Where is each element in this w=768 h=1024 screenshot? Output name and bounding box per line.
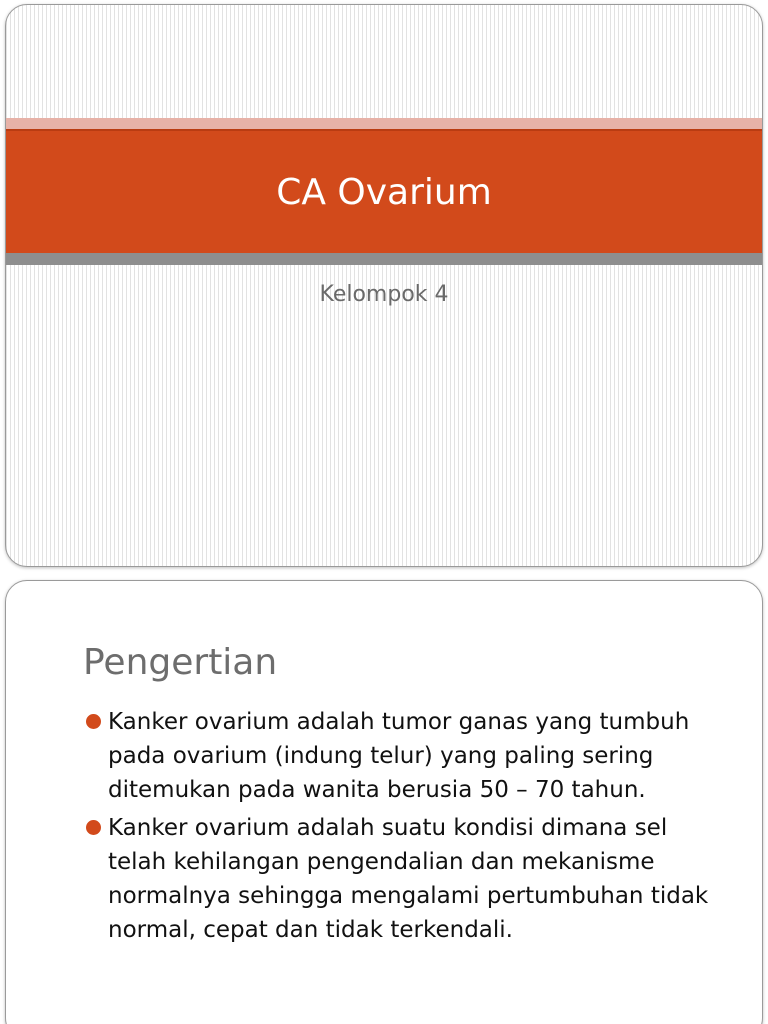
slide-subtitle: Kelompok 4	[319, 282, 449, 307]
content-heading: Pengertian	[83, 642, 278, 683]
title-bottom-stripe	[6, 253, 762, 265]
bullet-item	[86, 705, 726, 807]
content-slide[interactable]	[5, 580, 763, 1024]
slide-title: CA Ovarium	[276, 172, 492, 213]
bullet-dot-icon	[86, 820, 101, 835]
bullet-dot-icon	[86, 714, 101, 729]
title-slide[interactable]	[5, 4, 763, 567]
title-accent-stripe	[6, 118, 762, 129]
bullet-list	[86, 705, 726, 951]
title-band	[6, 129, 762, 253]
bullet-item	[86, 811, 726, 947]
bullet-text: Kanker ovarium adalah suatu kondisi dimana sel telah kehilangan pengendalian dan mekanisme normalnya sehingga mengalami pertumbuhan tidak normal, cepat dan tidak terkendali.	[108, 815, 709, 943]
bullet-text: Kanker ovarium adalah tumor ganas yang tumbuh pada ovarium (indung telur) yang paling sering ditemukan pada wanita berusia 50 – 70 tahun.	[108, 709, 690, 803]
